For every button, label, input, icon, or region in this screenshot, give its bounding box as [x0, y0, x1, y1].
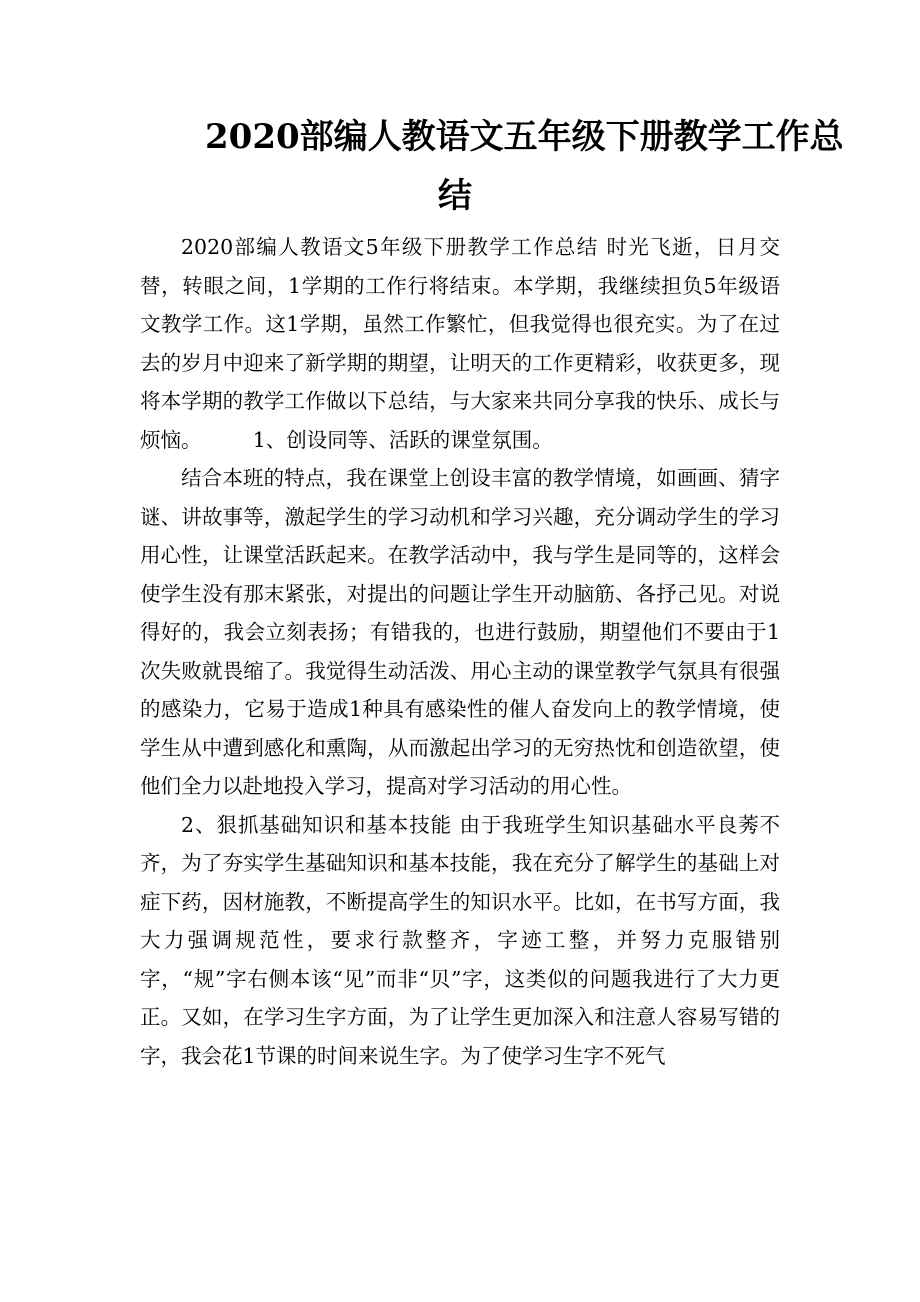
paragraph-2: 结合本班的特点，我在课堂上创设丰富的教学情境，如画画、猜字谜、讲故事等，激起学生的学习动机和学习兴趣，充分调动学生的学习用心性，让课堂活跃起来。在教学活动中，我与学生是同等的，这样会使学生没有那末紧张，对提出的问题让学生开动脑筋、各抒己见。对说得好的，我会立刻表扬；有错我的，也进行鼓励，期望他们不要由于1次失败就畏缩了。我觉得生动活泼、用心主动的课堂教学气氛具有很强的感染力，它易于造成1种具有感染性的催人奋发向上的教学情境，使学生从中遭到感化和熏陶，从而激起出学习的无穷热忱和创造欲望，使他们全力以赴地投入学习，提高对学习活动的用心性。 [140, 466, 780, 798]
title-line-2: 结 [438, 176, 472, 216]
title-line-1: 2020部编人教语文五年级下册教学工作总 [205, 117, 844, 157]
document-title [140, 108, 844, 226]
paragraph-3: 2、狠抓基础知识和基本技能 由于我班学生知识基础水平良莠不齐，为了夯实学生基础知识和基本技能，我在充分了解学生的基础上对症下药，因材施教，不断提高学生的知识水平。比如，在书写方面，我大力强调规范性，要求行款整齐，字迹工整，并努力克服错别字，“规”字右侧本该“见”而非“贝”字，这类似的问题我进行了大力更正。又如，在学习生字方面，为了让学生更加深入和注意人容易写错的字，我会花1节课的时间来说生字。为了使学习生字不死气 [140, 812, 780, 1068]
document-body [140, 228, 780, 1075]
paragraph-1: 2020部编人教语文5年级下册教学工作总结 时光飞逝，日月交替，转眼之间，1学期的工作行将结束。本学期，我继续担负5年级语文教学工作。这1学期，虽然工作繁忙，但我觉得也很充实。为了在过去的岁月中迎来了新学期的期望，让明天的工作更精彩，收获更多，现将本学期的教学工作做以下总结，与大家来共同分享我的快乐、成长与烦恼。 1、创设同等、活跃的课堂氛围。 [140, 235, 780, 452]
